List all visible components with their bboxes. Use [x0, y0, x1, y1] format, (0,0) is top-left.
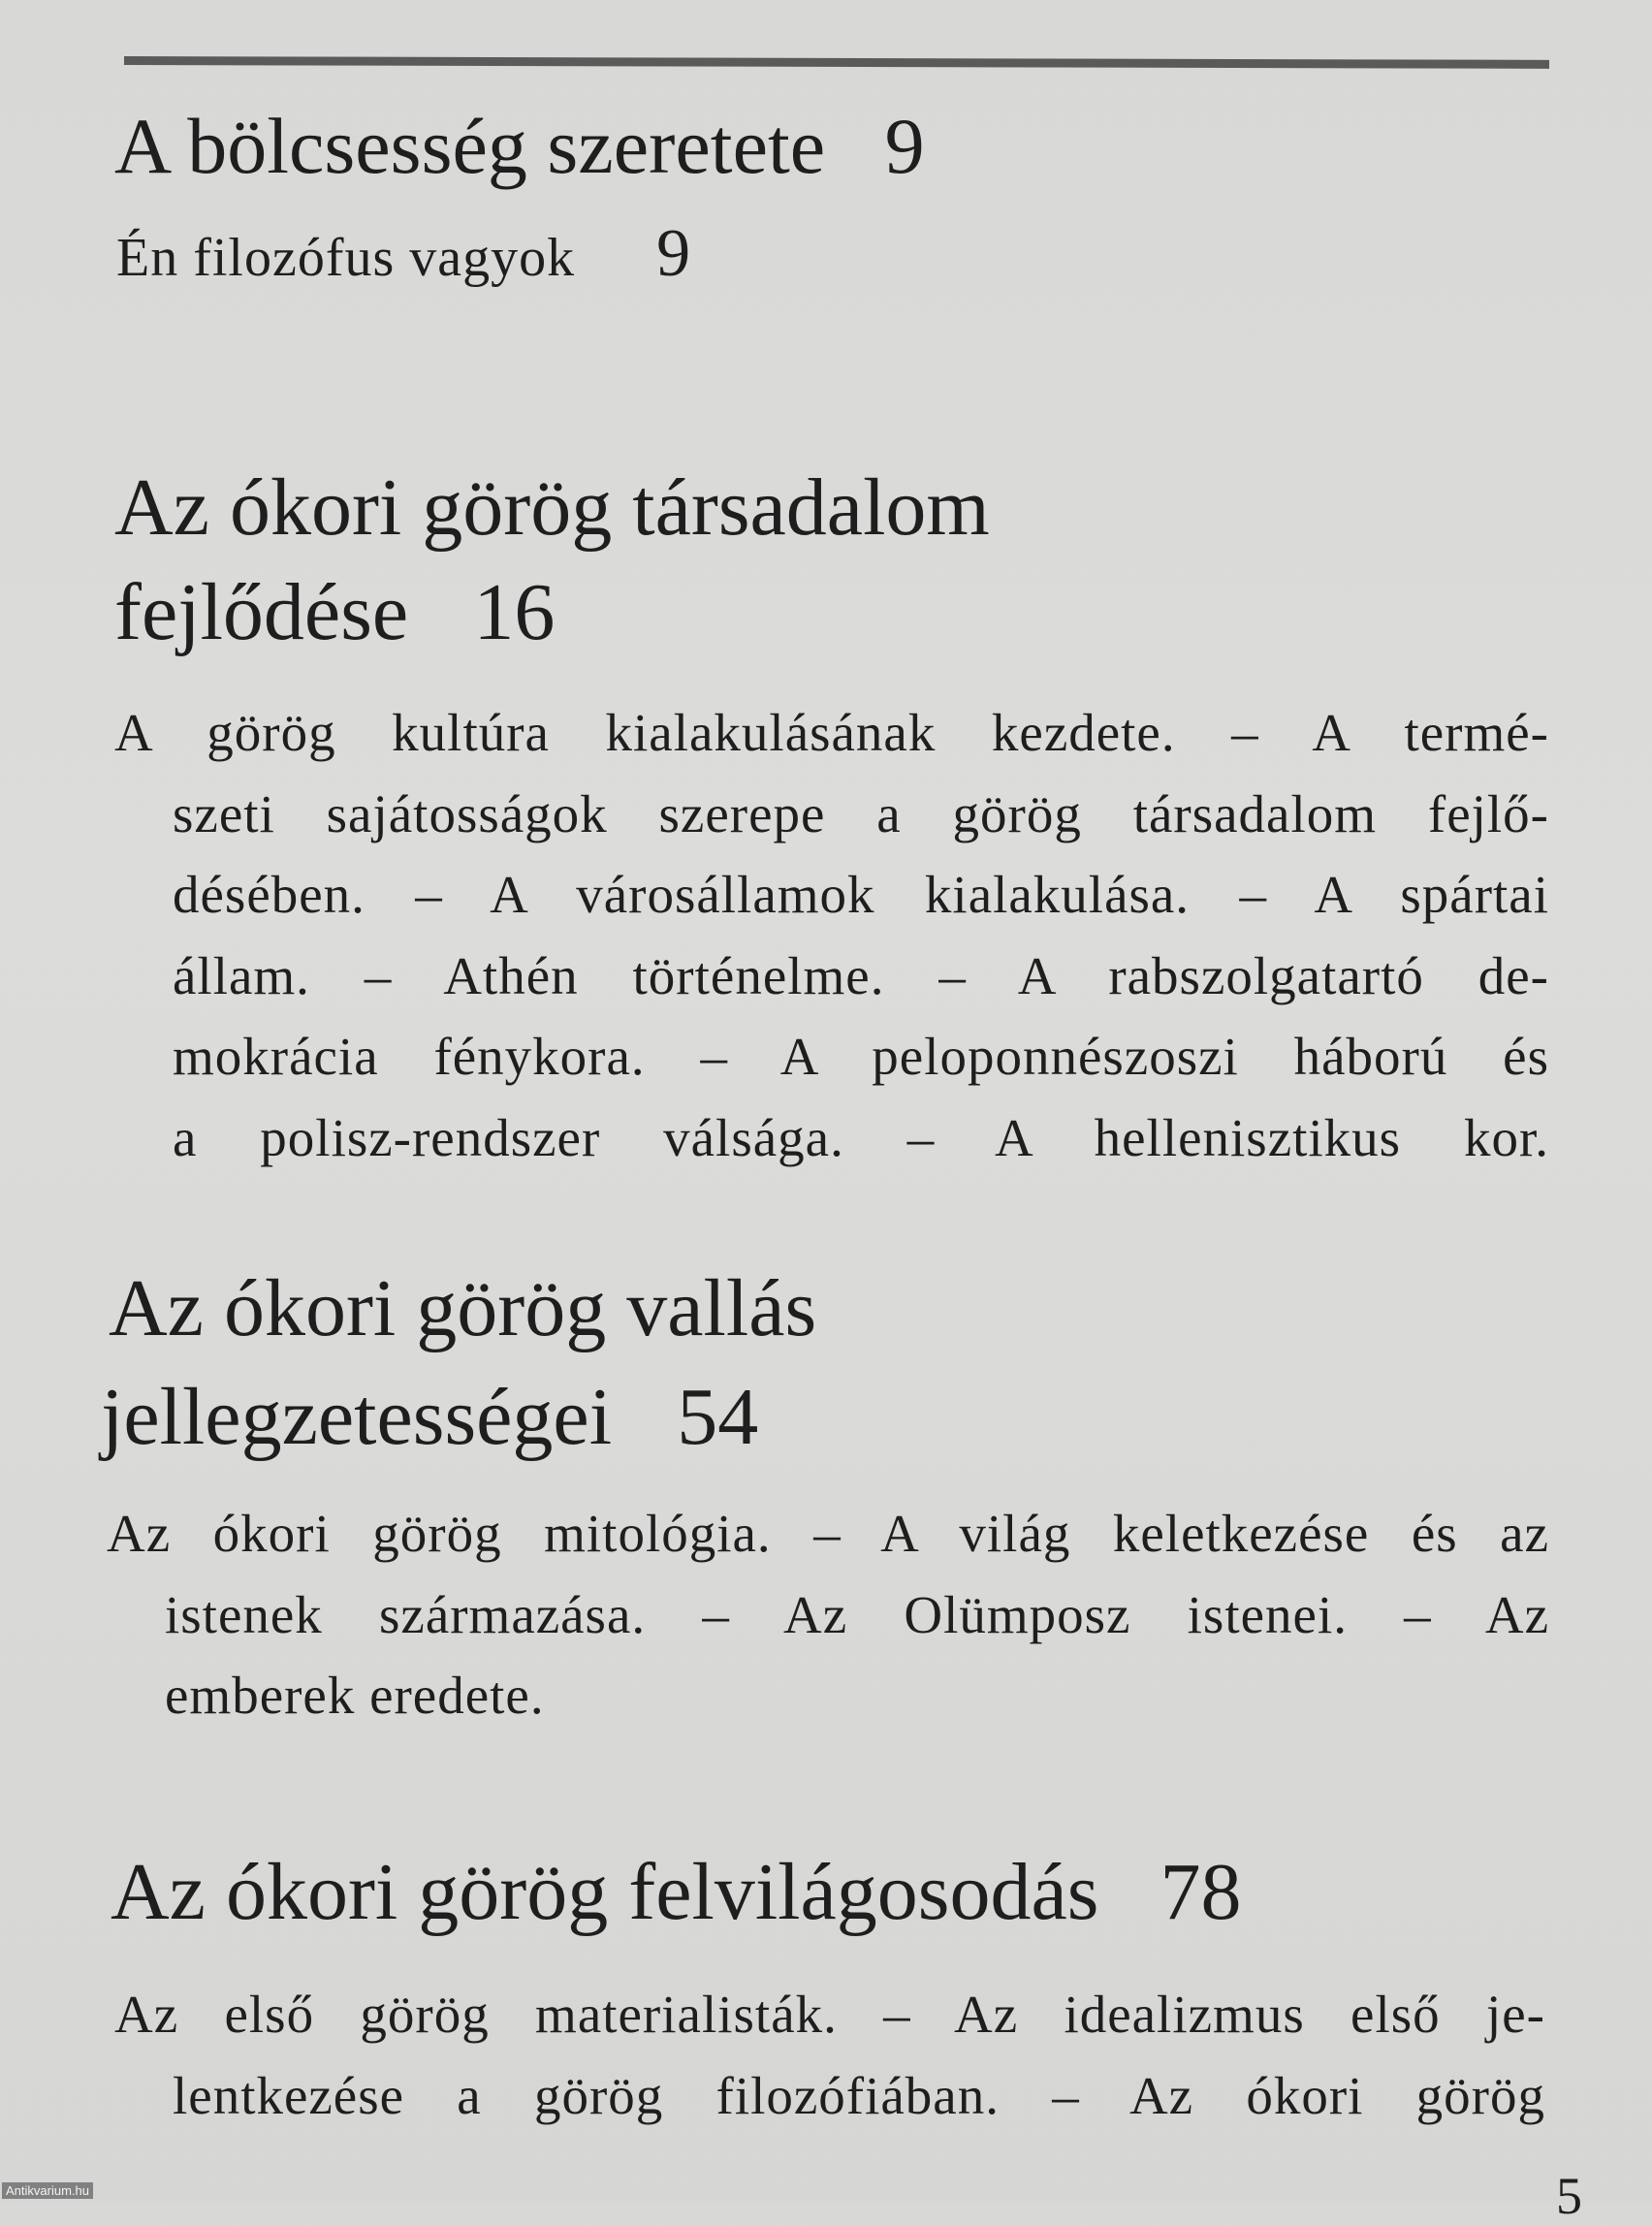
top-rule	[124, 56, 1549, 69]
description-line: lentkezése a görög filozófiában. – Az ókori görög	[173, 2065, 1545, 2125]
toc-heading-3-line-2	[101, 1365, 758, 1470]
description-line: Az első görög materialisták. – Az idealizmus első je-	[114, 1985, 1545, 2044]
toc-description-4	[114, 1974, 1545, 2136]
toc-subheading-1	[116, 215, 690, 297]
description-line: a polisz-rendszer válsága. – A hellenisztikus kor.	[173, 1107, 1549, 1167]
description-line: mokrácia fénykora. – A peloponnészoszi háború és	[173, 1027, 1549, 1086]
toc-heading-2-line-1	[114, 456, 990, 560]
toc-heading-1-page: 9	[884, 102, 925, 190]
toc-heading-1-title: A bölcsesség szeretete	[114, 102, 826, 190]
description-line: A görög kultúra kialakulásának kezdete. – A termé-	[114, 703, 1549, 762]
toc-heading-4	[111, 1840, 1241, 1945]
description-line: désében. – A városállamok kialakulása. – A spártai	[173, 865, 1549, 924]
toc-subheading-1-page: 9	[656, 216, 691, 291]
toc-subheading-1-title: Én filozófus vagyok	[116, 228, 576, 288]
toc-heading-2-title-line-1: Az ókori görög társadalom	[114, 462, 990, 553]
toc-heading-3-page: 54	[677, 1372, 759, 1462]
description-line: szeti sajátosságok szerepe a görög társadalom fejlő-	[173, 783, 1549, 843]
toc-heading-3-line-1	[109, 1256, 816, 1361]
toc-description-3	[107, 1493, 1549, 1736]
description-line: Az ókori görög mitológia. – A világ keletkezése és az	[107, 1504, 1549, 1563]
toc-heading-3-title-line-1: Az ókori görög vallás	[109, 1263, 817, 1353]
description-line: istenek származása. – Az Olümposz istenei. – Az	[165, 1584, 1549, 1644]
toc-heading-4-page: 78	[1160, 1847, 1242, 1937]
toc-heading-4-title: Az ókori görög felvilágosodás	[111, 1847, 1099, 1937]
watermark-logo: Antikvarium.hu	[2, 2182, 93, 2199]
toc-heading-1	[114, 94, 925, 199]
page-number: 5	[1556, 2167, 1582, 2225]
description-line: állam. – Athén történelme. – A rabszolgatartó de-	[173, 945, 1549, 1005]
toc-heading-2-title-line-2: fejlődése	[114, 567, 409, 657]
description-line: emberek eredete.	[165, 1666, 545, 1725]
toc-heading-2-page: 16	[473, 567, 556, 657]
toc-heading-3-title-line-2: jellegzetességei	[101, 1372, 613, 1462]
toc-description-2	[114, 692, 1549, 1178]
toc-heading-2-line-2	[114, 560, 555, 665]
